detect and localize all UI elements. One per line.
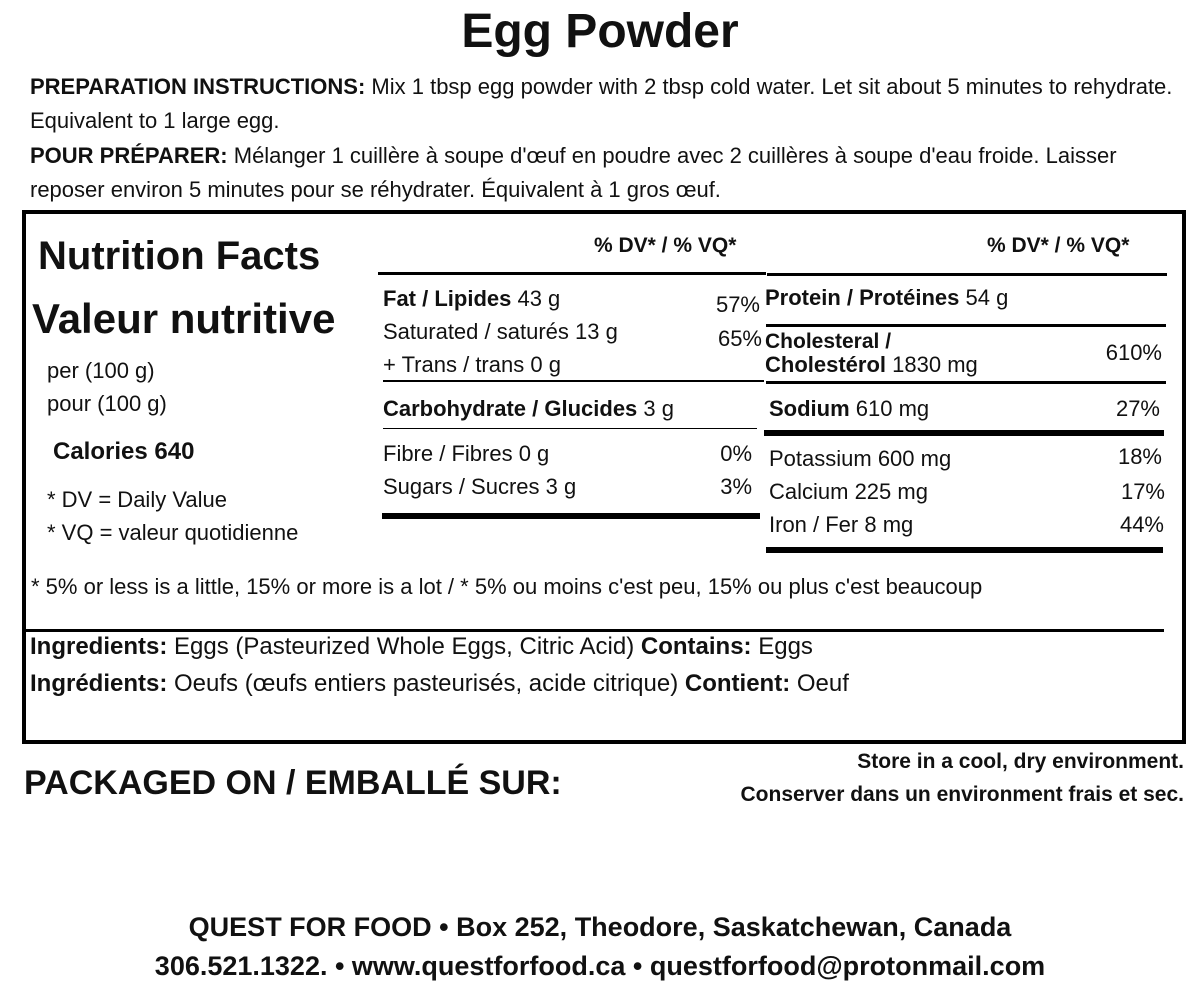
ingredients-text-en: Eggs (Pasteurized Whole Eggs, Citric Acid) — [167, 633, 641, 660]
potassium-dv: 18% — [1117, 444, 1162, 469]
dv-header-right: % DV* / % VQ* — [987, 234, 1130, 257]
sodium-row — [769, 396, 929, 422]
packaged-on-label: PACKAGED ON / EMBALLÉ SUR: — [24, 764, 562, 802]
ingredients-label-en: Ingredients: — [30, 633, 168, 660]
dv-note: * DV = Daily Value — [47, 487, 227, 512]
fibre-dv: 0% — [720, 441, 752, 466]
ingredients-label-fr: Ingrédients: — [30, 670, 168, 697]
serving-size-fr: pour (100 g) — [47, 391, 167, 416]
iron-row: Iron / Fer 8 mg — [769, 512, 914, 537]
carbohydrate-row — [383, 396, 674, 422]
calcium-row: Calcium 225 mg — [769, 479, 928, 504]
sodium-value: 610 mg — [849, 396, 930, 421]
ingredients-fr — [30, 670, 849, 698]
carbohydrate-value: 3 g — [637, 396, 674, 421]
storage-en: Store in a cool, dry environment. — [857, 750, 1184, 773]
divider — [383, 380, 764, 382]
divider — [766, 381, 1166, 384]
potassium-row: Potassium 600 mg — [769, 446, 952, 471]
calories: Calories 640 — [53, 438, 195, 465]
divider — [378, 272, 766, 275]
sugars-dv: 3% — [720, 474, 752, 499]
prep-label-en: PREPARATION INSTRUCTIONS: — [30, 74, 366, 99]
divider — [764, 430, 1164, 436]
divider — [766, 547, 1163, 553]
cholesterol-row — [765, 352, 978, 378]
fat-dv: 57% — [715, 292, 760, 317]
saturated-dv: 65% — [717, 326, 762, 351]
protein-value: 54 g — [959, 285, 1009, 310]
protein-row — [765, 285, 1008, 311]
divider — [26, 629, 1164, 632]
prep-label-fr: POUR PRÉPARER: — [30, 143, 228, 168]
product-title: Egg Powder — [461, 5, 739, 58]
vq-note: * VQ = valeur quotidienne — [47, 520, 299, 545]
dv-footnote: * 5% or less is a little, 15% or more is a lot / * 5% ou moins c'est peu, 15% ou plus c'est beaucoup — [31, 574, 983, 599]
cholesterol-label-en: Cholesteral / — [765, 330, 892, 353]
prep-text-fr: Mélanger 1 cuillère à soupe d'œuf en poudre avec 2 cuillères à soupe d'eau froide. Laisser reposer environ 5 minutes pour se réhydrater. Équivalent à 1 gros œuf. — [30, 143, 1117, 202]
ingredients-text-fr: Oeufs (œufs entiers pasteurisés, acide citrique) — [167, 670, 685, 697]
calcium-dv: 17% — [1120, 479, 1165, 504]
saturated-row: Saturated / saturés 13 g — [383, 319, 618, 344]
cholesterol-label-fr: Cholestérol — [765, 352, 887, 377]
prep-instructions-en — [30, 70, 1190, 138]
sugars-row: Sugars / Sucres 3 g — [383, 474, 577, 499]
contains-text-fr: Oeuf — [790, 670, 849, 697]
carbohydrate-label: Carbohydrate / Glucides — [383, 396, 638, 421]
divider — [766, 324, 1166, 327]
divider — [767, 273, 1167, 276]
nutrition-facts-heading: Nutrition Facts — [38, 234, 321, 278]
cholesterol-value: 1830 mg — [886, 352, 978, 377]
sodium-label: Sodium — [769, 396, 850, 421]
contains-text-en: Eggs — [751, 633, 813, 660]
cholesterol-dv: 610% — [1105, 340, 1162, 365]
valeur-nutritive-heading: Valeur nutritive — [32, 295, 336, 342]
ingredients-en — [30, 633, 813, 661]
nutrition-panel — [22, 210, 1186, 744]
fat-label: Fat / Lipides — [383, 286, 512, 311]
sodium-dv: 27% — [1115, 396, 1160, 421]
company-contact: 306.521.1322. • www.questforfood.ca • questforfood@protonmail.com — [154, 951, 1046, 981]
fat-row — [383, 286, 560, 312]
storage-fr: Conserver dans un environment frais et sec. — [740, 783, 1184, 806]
divider — [382, 513, 760, 519]
contains-label-en: Contains: — [640, 633, 752, 660]
iron-dv: 44% — [1119, 512, 1164, 537]
fibre-row: Fibre / Fibres 0 g — [383, 441, 550, 466]
protein-label: Protein / Protéines — [765, 285, 960, 310]
divider — [383, 428, 757, 429]
serving-size-en: per (100 g) — [47, 358, 155, 383]
prep-text-en: Mix 1 tbsp egg powder with 2 tbsp cold water. Let sit about 5 minutes to rehydrate. Equivalent to 1 large egg. — [30, 74, 1173, 133]
dv-header-left: % DV* / % VQ* — [594, 234, 737, 257]
contains-label-fr: Contient: — [684, 670, 791, 697]
trans-row: + Trans / trans 0 g — [383, 352, 561, 377]
company-address: QUEST FOR FOOD • Box 252, Theodore, Saskatchewan, Canada — [188, 912, 1012, 942]
fat-value: 43 g — [511, 286, 561, 311]
prep-instructions-fr — [30, 139, 1190, 207]
